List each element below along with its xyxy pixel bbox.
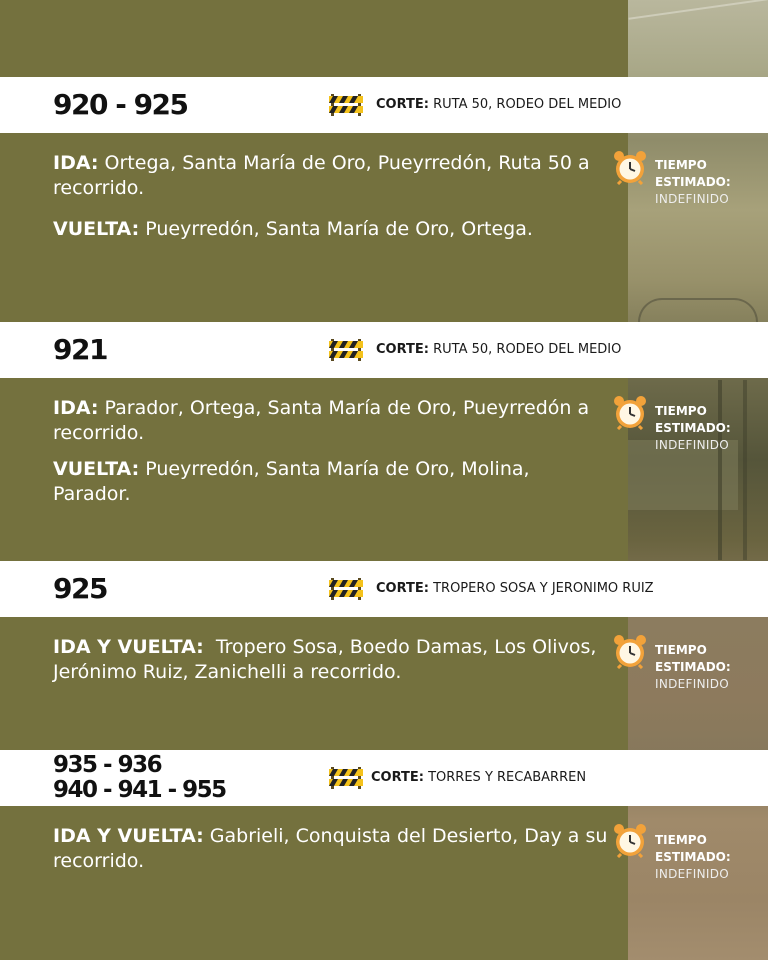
- route-number: 925: [53, 572, 107, 605]
- alarm-clock-icon: [612, 633, 648, 669]
- route-header-band: [0, 561, 768, 617]
- corte-info: CORTE: TROPERO SOSA Y JERONIMO RUIZ: [376, 581, 654, 596]
- vuelta-text: VUELTA: Pueyrredón, Santa María de Oro, Molina, Parador.: [53, 458, 530, 505]
- route-number: 920 - 925: [53, 88, 188, 121]
- ida-text: IDA: Parador, Ortega, Santa María de Oro, Pueyrredón a recorrido.: [53, 397, 590, 444]
- corte-info: CORTE: RUTA 50, RODEO DEL MEDIO: [376, 97, 622, 112]
- road-barrier-icon: [328, 765, 364, 791]
- background-photo: [628, 0, 768, 960]
- corte-info: CORTE: RUTA 50, RODEO DEL MEDIO: [376, 342, 622, 357]
- tiempo-estimado: TIEMPO ESTIMADO: INDEFINIDO: [655, 158, 731, 206]
- ida-vuelta-text: IDA Y VUELTA: Tropero Sosa, Boedo Damas, Los Olivos, Jerónimo Ruiz, Zanichelli a recorrido.: [53, 636, 603, 683]
- tiempo-estimado: TIEMPO ESTIMADO: INDEFINIDO: [655, 643, 731, 691]
- road-barrier-icon: [328, 92, 364, 118]
- tiempo-estimado: TIEMPO ESTIMADO: INDEFINIDO: [655, 404, 731, 452]
- ida-vuelta-text: IDA Y VUELTA: Gabrieli, Conquista del Desierto, Day a su recorrido.: [53, 825, 608, 872]
- vuelta-text: VUELTA: Pueyrredón, Santa María de Oro, Ortega.: [53, 218, 533, 240]
- road-barrier-icon: [328, 337, 364, 363]
- ida-text: IDA: Ortega, Santa María de Oro, Pueyrredón, Ruta 50 a recorrido.: [53, 152, 590, 199]
- alarm-clock-icon: [612, 394, 648, 430]
- route-number: 935 - 936 940 - 941 - 955: [53, 752, 226, 803]
- corte-info: CORTE: TORRES Y RECABARREN: [371, 770, 587, 785]
- tiempo-estimado: TIEMPO ESTIMADO: INDEFINIDO: [655, 833, 731, 881]
- route-header-band: [0, 750, 768, 806]
- alarm-clock-icon: [612, 149, 648, 185]
- alarm-clock-icon: [612, 822, 648, 858]
- route-number: 921: [53, 333, 107, 366]
- route-header-band: [0, 77, 768, 133]
- route-header-band: [0, 322, 768, 378]
- road-barrier-icon: [328, 576, 364, 602]
